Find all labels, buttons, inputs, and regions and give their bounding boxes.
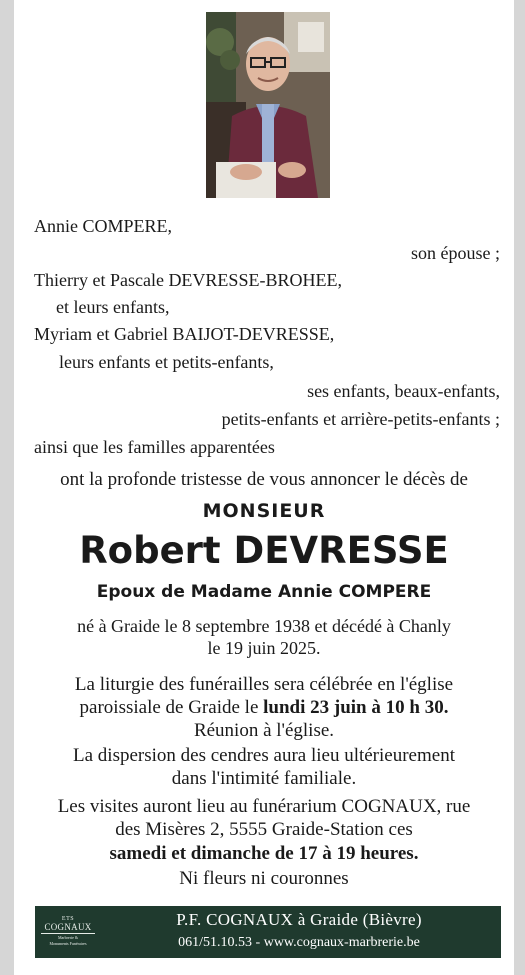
logo-sub-2: Monuments Funéraires xyxy=(49,941,87,946)
portrait-photo xyxy=(206,12,330,198)
dates-line-1: né à Graide le 8 septembre 1938 et décédé à Chanly xyxy=(77,616,451,636)
funeral-line-4: La dispersion des cendres aura lieu ultérieurement xyxy=(73,745,455,766)
funeral-line-3: Réunion à l'église. xyxy=(193,720,335,741)
logo-name: COGNAUX xyxy=(41,922,95,934)
funeral-line-2 xyxy=(14,697,514,719)
family-line-8: petits-enfants et arrière-petits-enfants ; xyxy=(221,409,500,429)
visit-times: samedi et dimanche de 17 à 19 heures. xyxy=(109,843,419,864)
family-line-2: son épouse ; xyxy=(411,243,500,263)
deceased-title: MONSIEUR xyxy=(202,500,326,522)
funeral-date-time: lundi 23 juin à 10 h 30. xyxy=(263,697,449,718)
dates-line-2: le 19 juin 2025. xyxy=(207,638,321,658)
funeral-home-name: P.F. COGNAUX à Graide (Bièvre) xyxy=(176,910,422,929)
funeral-line-6: Les visites auront lieu au funérarium COGNAUX, rue xyxy=(57,796,471,817)
family-line-6: leurs enfants et petits-enfants, xyxy=(59,352,274,372)
cognaux-logo xyxy=(41,910,95,954)
funeral-line-7: des Misères 2, 5555 Graide-Station ces xyxy=(115,819,413,840)
obituary-page xyxy=(14,0,514,975)
portrait-illustration xyxy=(206,12,330,198)
logo-sub-1: Marbrerie & xyxy=(57,935,79,940)
family-line-7: ses enfants, beaux-enfants, xyxy=(307,381,500,401)
funeral-line-2-text: paroissiale de Graide le xyxy=(79,697,264,718)
funeral-home-contact: 061/51.10.53 - www.cognaux-marbrerie.be xyxy=(178,935,420,950)
family-line-1: Annie COMPERE, xyxy=(34,216,173,236)
family-line-9: ainsi que les familles apparentées xyxy=(34,437,275,457)
family-line-5: Myriam et Gabriel BAIJOT-DEVRESSE, xyxy=(34,324,335,344)
logo-ets: ETS xyxy=(61,916,75,922)
deceased-name: Robert DEVRESSE xyxy=(79,529,449,572)
funeral-line-9: Ni fleurs ni couronnes xyxy=(179,868,349,889)
announcement: ont la profonde tristesse de vous annoncer le décès de xyxy=(60,469,468,490)
funeral-home-banner xyxy=(35,906,501,958)
funeral-line-5: dans l'intimité familiale. xyxy=(171,768,357,789)
spouse-line: Epoux de Madame Annie COMPERE xyxy=(96,582,432,602)
family-line-3: Thierry et Pascale DEVRESSE-BROHEE, xyxy=(34,270,342,290)
funeral-line-1: La liturgie des funérailles sera célébrée en l'église xyxy=(74,674,454,695)
family-line-4: et leurs enfants, xyxy=(56,297,170,317)
